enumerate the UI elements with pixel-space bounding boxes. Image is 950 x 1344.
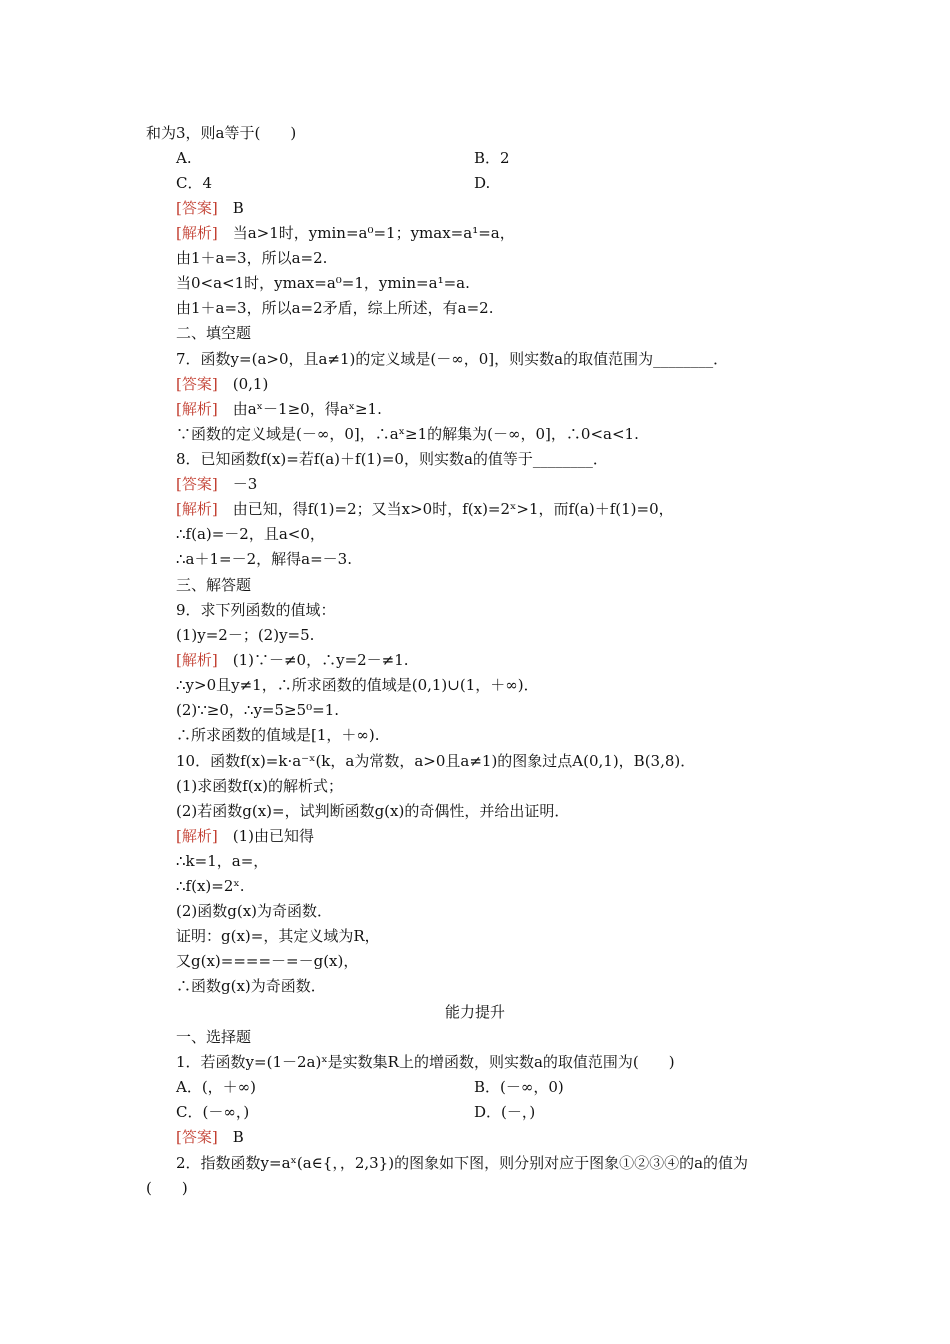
analysis-tag: [解析] [176, 651, 218, 669]
analysis-text: (1)由已知得 [232, 827, 314, 845]
answer-value: B [232, 1128, 244, 1146]
section-solve-heading: 三、解答题 [176, 576, 252, 594]
q7-stem: 7．函数y=(a>0，且a≠1)的定义域是(－∞，0]，则实数a的取值范围为________． [176, 350, 729, 368]
q9-analysis-line [176, 650, 409, 670]
q9-analysis-4: ∴所求函数的值域是[1，＋∞). [176, 726, 380, 744]
answer-tag: [答案] [176, 375, 218, 393]
q10-part2: (2)若函数g(x)=，试判断函数g(x)的奇偶性，并给出证明． [176, 802, 570, 820]
q6-option-d: D. [474, 174, 491, 192]
q10-analysis-7: ∴函数g(x)为奇函数． [176, 977, 326, 995]
answer-tag: [答案] [176, 1128, 218, 1146]
q7-answer-line [176, 374, 268, 394]
q9-analysis-2: ∴y>0且y≠1，∴所求函数的值域是(0,1)∪(1，＋∞)． [176, 676, 539, 694]
q6-option-b: B．2 [474, 149, 510, 167]
q10-analysis-5: 证明：g(x)=，其定义域为R， [176, 927, 380, 945]
p2-stem-continuation: ( ) [146, 1179, 188, 1197]
p1-option-b: B．(－∞，0) [474, 1078, 564, 1096]
analysis-tag: [解析] [176, 500, 218, 518]
q6-option-c: C．4 [176, 174, 213, 192]
p1-option-d: D．(－，) [474, 1103, 536, 1121]
answer-value: (0,1) [232, 375, 269, 393]
p1-stem: 1．若函数y=(1－2a)ˣ是实数集R上的增函数，则实数a的取值范围为( ) [176, 1053, 675, 1071]
q8-analysis-3: ∴a＋1=－2，解得a=－3. [176, 550, 352, 568]
q6-option-a: A. [176, 149, 192, 167]
ability-heading: 能力提升 [444, 1003, 505, 1021]
analysis-text: (1)∵－≠0，∴y=2－≠1. [232, 651, 409, 669]
q10-stem: 10．函数f(x)=k·a⁻ˣ(k，a为常数，a>0且a≠1)的图象过点A(0,1)，B(3,8)． [176, 752, 696, 770]
q8-stem: 8．已知函数f(x)=若f(a)＋f(1)=0，则实数a的值等于________． [176, 450, 608, 468]
q6-analysis-4: 由1＋a=3，所以a=2矛盾，综上所述，有a=2. [176, 299, 494, 317]
q10-analysis-2: ∴k=1，a=， [176, 852, 269, 870]
q9-stem: 9．求下列函数的值域： [176, 601, 336, 619]
q10-part1: (1)求函数f(x)的解析式； [176, 777, 343, 795]
answer-tag: [答案] [176, 475, 218, 493]
q7-analysis-line [176, 399, 382, 419]
analysis-text: 当a>1时，ymin=a⁰=1；ymax=a¹=a， [232, 224, 515, 242]
p1-answer-line [176, 1127, 244, 1147]
q9-analysis-3: (2)∵≥0，∴y=5≥5⁰=1. [176, 701, 340, 719]
q9-parts: (1)y=2－；(2)y=5. [176, 626, 315, 644]
p1-option-a: A．(，＋∞) [176, 1078, 257, 1096]
analysis-tag: [解析] [176, 224, 218, 242]
answer-value: B [232, 199, 244, 217]
p1-option-c: C．(－∞，) [176, 1103, 250, 1121]
q7-analysis-2: ∵函数的定义域是(－∞，0]，∴aˣ≥1的解集为(－∞，0]，∴0<a<1. [176, 425, 639, 443]
analysis-tag: [解析] [176, 400, 218, 418]
q8-analysis-line [176, 499, 674, 519]
q6-analysis-line [176, 223, 515, 243]
section-fill-heading: 二、填空题 [176, 324, 252, 342]
q6-stem-continuation: 和为3，则a等于( ) [146, 124, 297, 142]
answer-tag: [答案] [176, 199, 218, 217]
q10-analysis-line [176, 826, 314, 846]
p2-stem: 2．指数函数y=aˣ(a∈{，，2,3})的图象如下图，则分别对应于图象①②③④的a的值为 [176, 1154, 749, 1172]
analysis-text: 由aˣ－1≥0，得aˣ≥1. [232, 400, 382, 418]
q6-analysis-3: 当0<a<1时，ymax=a⁰=1，ymin=a¹=a. [176, 274, 470, 292]
answer-value: －3 [232, 475, 258, 493]
section-choice-heading: 一、选择题 [176, 1028, 252, 1046]
q8-answer-line [176, 474, 257, 494]
q10-analysis-4: (2)函数g(x)为奇函数． [176, 902, 333, 920]
q8-analysis-2: ∴f(a)=－2，且a<0， [176, 525, 325, 543]
q10-analysis-6: 又g(x)====－=－g(x)， [176, 952, 359, 970]
analysis-text: 由已知，得f(1)=2；又当x>0时，f(x)=2ˣ>1，而f(a)＋f(1)=0， [232, 500, 674, 518]
q6-answer-line [176, 198, 244, 218]
analysis-tag: [解析] [176, 827, 218, 845]
q6-analysis-2: 由1＋a=3，所以a=2. [176, 249, 328, 267]
q10-analysis-3: ∴f(x)=2ˣ. [176, 877, 245, 895]
